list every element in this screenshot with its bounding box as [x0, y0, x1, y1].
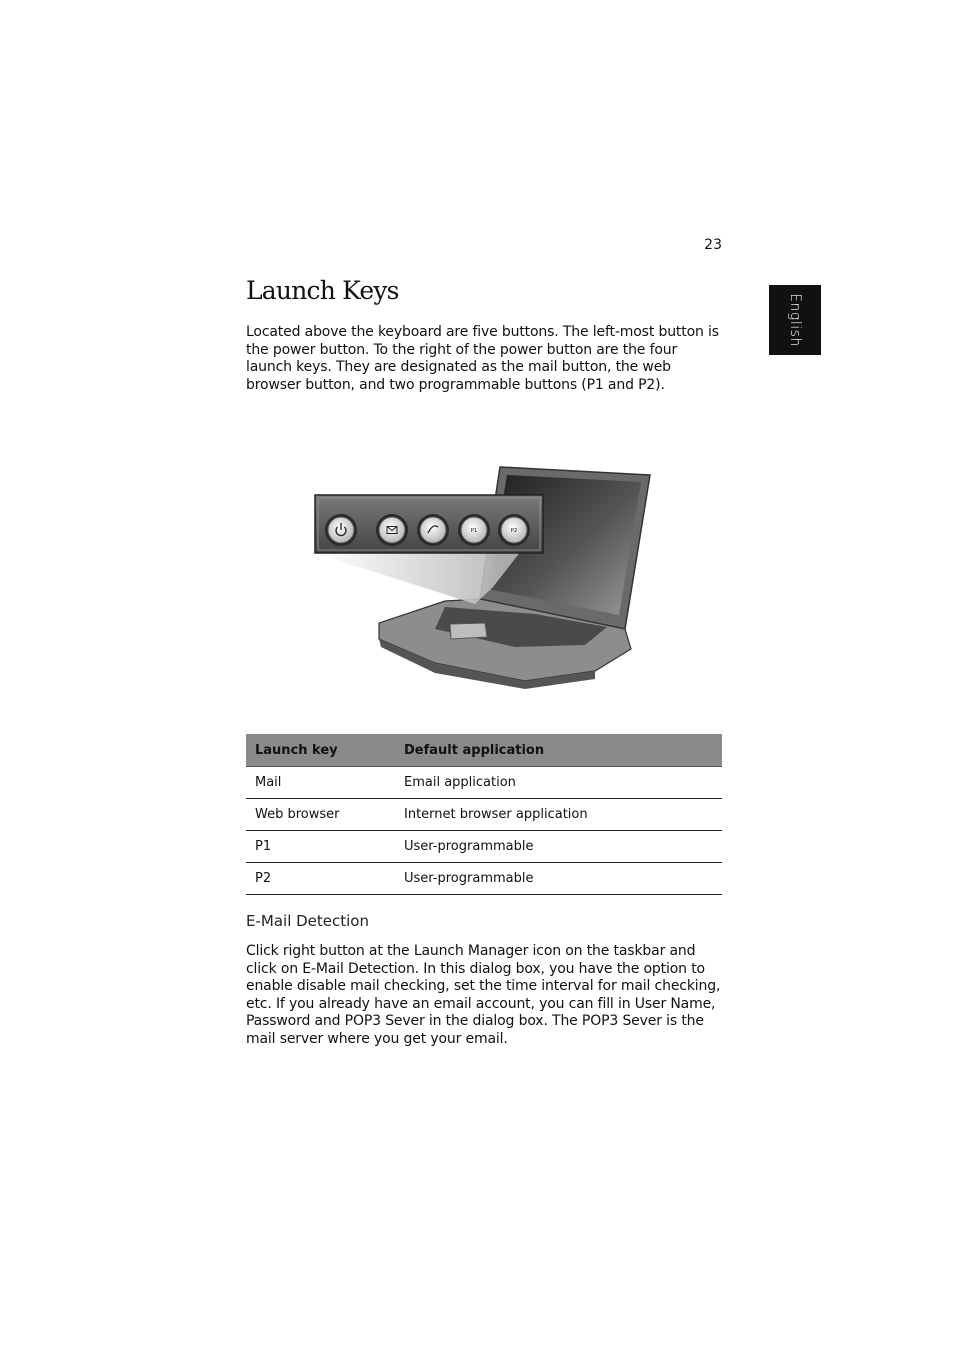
table-row — [246, 767, 722, 799]
cell-default-application: User-programmable — [395, 831, 722, 863]
launch-key-table — [246, 734, 722, 895]
p2-button — [498, 514, 530, 546]
page-number: 23 — [704, 237, 722, 253]
table-header-row — [246, 734, 722, 767]
table-row — [246, 863, 722, 895]
p1-button-label: P1 — [470, 528, 478, 534]
p2-button-label: P2 — [510, 528, 518, 534]
page-title: Launch Keys — [246, 276, 399, 305]
cell-default-application: Internet browser application — [395, 799, 722, 831]
cell-default-application: User-programmable — [395, 863, 722, 895]
header-launch-key: Launch key — [246, 734, 395, 767]
web-browser-button — [417, 514, 449, 546]
language-tab — [769, 285, 821, 355]
mail-button — [376, 514, 408, 546]
laptop-launch-keys-illustration — [295, 449, 665, 689]
cell-launch-key: P2 — [246, 863, 395, 895]
table-row — [246, 831, 722, 863]
intro-paragraph: Located above the keyboard are five buttons. The left-most button is the power button. To the right of the power button are the four launch keys. They are designated as the mail button, the web browser button, and two programmable buttons (P1 and P2). — [246, 324, 719, 393]
cell-launch-key: P1 — [246, 831, 395, 863]
language-tab-label: English — [787, 293, 804, 347]
email-detection-paragraph: Click right button at the Launch Manager icon on the taskbar and click on E-Mail Detection. In this dialog box, you have the option to enable disable mail checking, set the time interval for mail checking, etc. If you already have an email account, you can fill in User Name, Password and POP3 Sever in the dialog box. The POP3 Sever is the mail server where you get your email. — [246, 943, 721, 1047]
header-default-application: Default application — [395, 734, 722, 767]
cell-launch-key: Mail — [246, 767, 395, 799]
section-heading: E-Mail Detection — [246, 912, 369, 930]
power-button — [325, 514, 357, 546]
cell-launch-key: Web browser — [246, 799, 395, 831]
cell-default-application: Email application — [395, 767, 722, 799]
table-row — [246, 799, 722, 831]
p1-button — [458, 514, 490, 546]
